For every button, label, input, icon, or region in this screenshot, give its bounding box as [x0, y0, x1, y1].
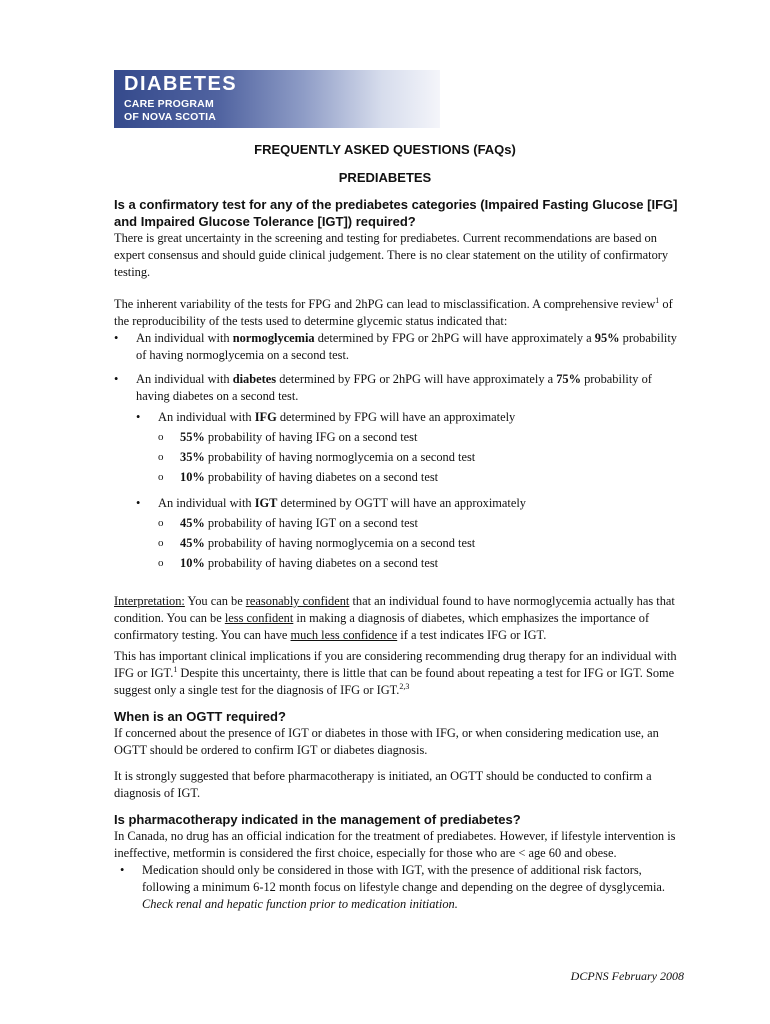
- igt-probabilities: [158, 515, 684, 572]
- faq-content: [114, 196, 684, 913]
- list-item: o 35% probability of having normoglycemia on a second test: [158, 449, 684, 466]
- list-item: o 55% probability of having IFG on a second test: [158, 429, 684, 446]
- question-ogtt-required: When is an OGTT required?: [114, 709, 286, 724]
- paragraph-interpretation: Interpretation: You can be reasonably confident that an individual found to have normoglycemia actually has that condition. You can be less confident in making a diagnosis of diabetes, which emphasizes the importance of confirmatory testing. You can have much less confidence if a test indicates IFG or IGT.: [114, 594, 675, 642]
- sub-list: [136, 409, 684, 572]
- paragraph-ogtt-concern: If concerned about the presence of IGT or diabetes in those with IFG, or when considering medication use, an OGTT should be ordered to confirm IGT or diabetes diagnosis.: [114, 726, 659, 757]
- list-item-medication: • Medication should only be considered in those with IGT, with the presence of additional risk factors, following a minimum 6-12 month focus on lifestyle change and depending on the degree of dysglycemia. Check renal and hepatic function prior to medication initiation.: [120, 862, 684, 913]
- list-item: o 45% probability of having IGT on a second test: [158, 515, 684, 532]
- list-item: o 10% probability of having diabetes on a second test: [158, 469, 684, 486]
- page-subtitle: PREDIABETES: [338, 170, 432, 185]
- paragraph-ogtt-suggestion: It is strongly suggested that before pharmacotherapy is initiated, an OGTT should be conducted to confirm a diagnosis of IGT.: [114, 769, 652, 800]
- pharmacotherapy-list: [120, 862, 684, 913]
- logo-line-3: OF NOVA SCOTIA: [124, 111, 217, 123]
- paragraph-implications: This has important clinical implications if you are considering recommending drug therapy for an individual with IFG or IGT.$^1$ Despite this uncertainty, there is little that can be found about repeating a test for IFG or IGT. Some suggest only a single test for the diagnosis of IFG or IGT.$^{2,3}$: [114, 649, 677, 697]
- page-title: FREQUENTLY ASKED QUESTIONS (FAQs): [254, 142, 516, 157]
- list-item-ifg: • An individual with IFG determined by FPG will have an approximately o 55% probability of having IFG on a second test o 35% probability of having normoglycemia on a second test o 10% probability of having diabetes on a second test: [136, 409, 684, 486]
- list-item-igt: • An individual with IGT determined by OGTT will have an approximately o 45% probability of having IGT on a second test o 45% probability of having normoglycemia on a second test o 10% probability of having diabetes on a second test: [136, 495, 684, 572]
- list-item: o 10% probability of having diabetes on a second test: [158, 555, 684, 572]
- footer-note: DCPNS February 2008: [570, 969, 684, 983]
- list-item-diabetes: • An individual with diabetes determined by FPG or 2hPG will have approximately a 75% probability of having diabetes on a second test. • An individual with IFG determined by FPG will have an approximately o 55% probability of having IFG on a second test o 35% probability of having normoglycemia on a second test o 10% probability of having diabetes on a second test • An individual with IGT determined by OGTT will have an approximately o 45% probability of having IGT on a second test o 45% probability of having normoglycemia on a second test o 10% probability of having diabetes on a second test: [114, 371, 684, 572]
- list-item: o 45% probability of having normoglycemia on a second test: [158, 535, 684, 552]
- paragraph-uncertainty: There is great uncertainty in the screening and testing for prediabetes. Current recommendations are based on expert consensus and should guide clinical judgement. There is no clear statement on the utility of confirmatory testing.: [114, 231, 669, 279]
- list-item-normoglycemia: • An individual with normoglycemia determined by FPG or 2hPG will have approximately a 95% probability of having normoglycemia on a second test.: [114, 330, 684, 364]
- question-confirmatory-test: Is a confirmatory test for any of the prediabetes categories (Impaired Fasting Glucose [IFG] and Impaired Glucose Tolerance [IGT]) required?: [114, 197, 678, 229]
- paragraph-variability: The inherent variability of the tests for FPG and 2hPG can lead to misclassification. A comprehensive review$^1$ of the reproducibility of the tests used to determine glycemic status indicated that:: [114, 295, 673, 328]
- logo-line-2: CARE PROGRAM: [124, 98, 214, 110]
- ifg-probabilities: [158, 429, 684, 486]
- paragraph-canada: In Canada, no drug has an official indication for the treatment of prediabetes. However, if lifestyle intervention is ineffective, metformin is considered the first choice, especially for those who are < age 60 and obese.: [114, 829, 676, 860]
- logo-line-1: DIABETES: [124, 73, 238, 95]
- reproducibility-list: [114, 330, 684, 572]
- diabetes-care-program-logo: [114, 70, 440, 128]
- question-pharmacotherapy: Is pharmacotherapy indicated in the management of prediabetes?: [114, 812, 521, 827]
